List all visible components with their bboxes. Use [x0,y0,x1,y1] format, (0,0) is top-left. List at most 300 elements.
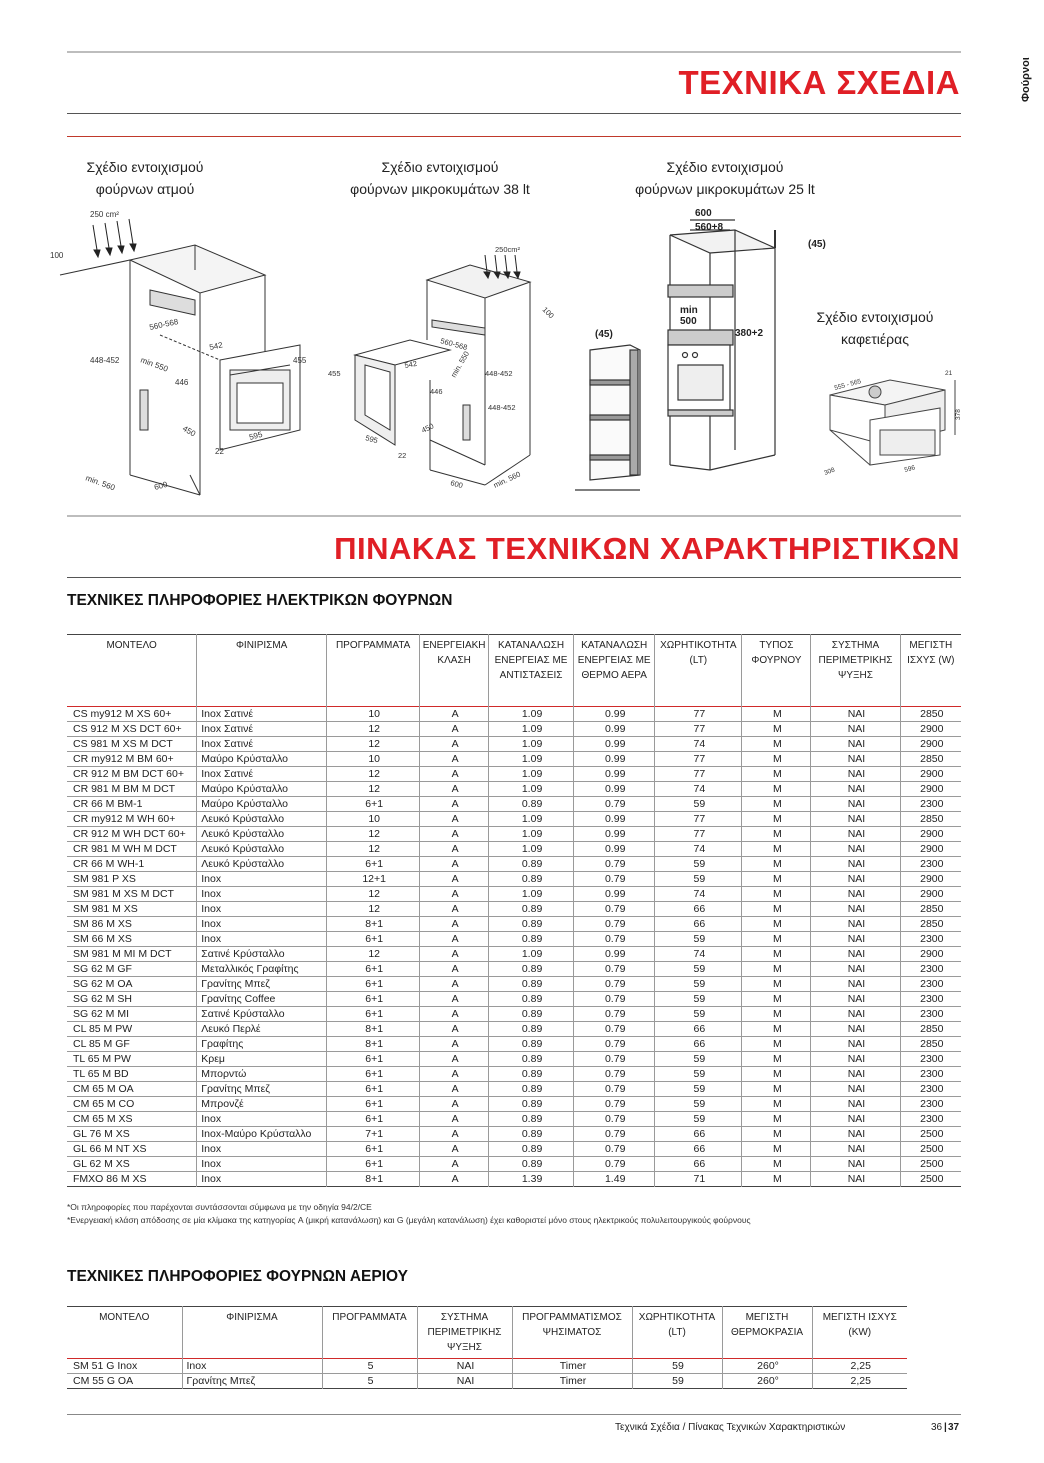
table-cell: SM 51 G Inox [67,1359,182,1374]
table-cell: CM 65 M XS [67,1112,197,1127]
table-cell: 6+1 [327,797,420,812]
table-cell: 0.89 [488,1022,573,1037]
table-cell: GL 66 M NT XS [67,1142,197,1157]
micro25-diagram [570,200,840,500]
table-cell: 6+1 [327,962,420,977]
table-cell: Γρανίτης Μπεζ [197,977,327,992]
table-cell: 2300 [900,1112,961,1127]
table-title: ΠΙΝΑΚΑΣ ΤΕΧΝΙΚΩΝ ΧΑΡΑΚΤΗΡΙΣΤΙΚΩΝ [334,531,960,566]
dim-min550: min 550 [139,355,170,374]
dim-600: 600 [449,478,464,491]
table-cell: 6+1 [327,932,420,947]
table-cell: ΝΑΙ [811,1082,900,1097]
table-row [67,1142,961,1157]
table-cell: 1.09 [488,737,573,752]
table-cell: A [420,857,489,872]
table-cell: ΝΑΙ [811,1142,900,1157]
table-cell: 2500 [900,1157,961,1172]
dim-450: 450 [420,421,436,435]
table-cell: Μαύρο Κρύσταλλο [197,797,327,812]
table-cell: ΝΑΙ [811,1157,900,1172]
table-cell: Timer [512,1374,632,1389]
table-cell: 0.89 [488,932,573,947]
title-underline [67,113,961,114]
table-cell: CS 912 M XS DCT 60+ [67,722,197,737]
table-cell: CR my912 M BM 60+ [67,752,197,767]
table-cell: 6+1 [327,1007,420,1022]
table-row [67,962,961,977]
table-cell: CR 912 M BM DCT 60+ [67,767,197,782]
dim-446: 446 [175,378,189,387]
table-cell: 0.99 [574,737,655,752]
table-row [67,857,961,872]
dim-378: 378 [955,409,962,420]
table-cell: 5 [322,1359,417,1374]
table-row [67,1359,907,1374]
table-cell: Inox [197,1157,327,1172]
table-cell: 6+1 [327,1052,420,1067]
dim-308: 308 [823,466,836,477]
table-cell: CR 981 M BM M DCT [67,782,197,797]
table-cell: 8+1 [327,1022,420,1037]
table-cell: 0.99 [574,752,655,767]
dim-min: min [680,305,698,316]
table-cell: Γρανίτης Μπεζ [197,1082,327,1097]
dim-45b: (45) [595,329,613,340]
table-cell: 2850 [900,902,961,917]
table-row [67,1082,961,1097]
table-cell: 0.79 [574,857,655,872]
table-cell: 0.79 [574,1037,655,1052]
table-cell: A [420,917,489,932]
table-row [67,797,961,812]
table-cell: 2900 [900,947,961,962]
table-cell: A [420,1052,489,1067]
table-cell: Timer [512,1359,632,1374]
table-cell: M [742,857,811,872]
dim-542: 542 [403,358,418,370]
table-cell: A [420,1172,489,1187]
table-cell: ΝΑΙ [811,962,900,977]
col-consumption-hot-air: ΚΑΤΑΝΑΛΩΣΗ ΕΝΕΡΓΕΙΑΣ ΜΕ ΘΕΡΜΟ ΑΕΡΑ [574,635,655,707]
dim-22: 22 [215,447,224,456]
dim-min560: min. 560 [492,469,522,490]
table-cell: 2300 [900,1052,961,1067]
table-cell: M [742,827,811,842]
table-cell: 2,25 [812,1374,907,1389]
table-cell: A [420,752,489,767]
table-row [67,1007,961,1022]
dim-455: 455 [328,369,341,378]
table-cell: ΝΑΙ [811,977,900,992]
table-cell: A [420,1037,489,1052]
table-cell: SG 62 M MI [67,1007,197,1022]
table-cell: M [742,1097,811,1112]
table-cell: A [420,872,489,887]
table-row [67,842,961,857]
table-row [67,1172,961,1187]
table-cell: 0.79 [574,1007,655,1022]
table-cell: 77 [655,767,742,782]
table-row [67,917,961,932]
table-cell: ΝΑΙ [811,782,900,797]
col-max-power: ΜΕΓΙΣΤΗ ΙΣΧΥΣ (W) [900,635,961,707]
table-cell: M [742,1127,811,1142]
table-row [67,992,961,1007]
table-cell: M [742,962,811,977]
table-cell: M [742,1142,811,1157]
dim-45a: (45) [808,239,826,250]
table-cell: CS my912 M XS 60+ [67,707,197,722]
table-cell: 66 [655,1142,742,1157]
table-cell: 59 [655,962,742,977]
table-cell: 2300 [900,857,961,872]
steam-caption: Σχέδιο εντοιχισμού φούρνων ατμού [86,159,204,197]
table-cell: 0.99 [574,827,655,842]
table-cell: CR 981 M WH M DCT [67,842,197,857]
coffee-diagram [810,360,965,485]
table-row [67,977,961,992]
table-cell: A [420,737,489,752]
table-cell: 2900 [900,782,961,797]
table-cell: A [420,1067,489,1082]
table-cell: 0.79 [574,797,655,812]
table-cell: Inox Σατινέ [197,722,327,737]
table-cell: 77 [655,827,742,842]
table-cell: 10 [327,752,420,767]
table-cell: A [420,1142,489,1157]
table-cell: Inox [197,932,327,947]
table-cell: 0.79 [574,932,655,947]
dim-area: 250cm² [495,245,521,254]
table-row [67,722,961,737]
col-oven-type: ΤΥΠΟΣ ΦΟΥΡΝΟΥ [742,635,811,707]
table-cell: 2900 [900,722,961,737]
page-number-right: 37 [948,1422,960,1433]
table-cell: 59 [632,1359,722,1374]
table-cell: Inox [197,1172,327,1187]
table-cell: M [742,1157,811,1172]
table-cell: CL 85 M GF [67,1037,197,1052]
table-cell: 0.79 [574,1022,655,1037]
table-cell: 2300 [900,992,961,1007]
table-cell: 0.79 [574,992,655,1007]
table-cell: Inox-Μαύρο Κρύσταλλο [197,1127,327,1142]
table-cell: ΝΑΙ [811,872,900,887]
dim-600: 600 [695,208,712,219]
col-cooling: ΣΥΣΤΗΜΑ ΠΕΡΙΜΕΤΡΙΚΗΣ ΨΥΞΗΣ [811,635,900,707]
table-cell: 59 [655,932,742,947]
table-cell: 0.79 [574,1052,655,1067]
table-cell: 77 [655,752,742,767]
table-cell: ΝΑΙ [811,752,900,767]
micro25-caption: Σχέδιο εντοιχισμού φούρνων μικροκυμάτων 25 lt [635,159,815,197]
table-cell: A [420,707,489,722]
table-cell: Inox [197,1112,327,1127]
table-cell: CM 65 M CO [67,1097,197,1112]
dim-595: 595 [248,429,264,442]
table-row [67,872,961,887]
table-cell: A [420,1097,489,1112]
table-cell: Inox Σατινέ [197,737,327,752]
table-row [67,737,961,752]
table-cell: Λευκό Κρύσταλλο [197,812,327,827]
table-cell: ΝΑΙ [811,812,900,827]
table-cell: 6+1 [327,977,420,992]
gas-col-programming: ΠΡΟΓΡΑΜΜΑΤΙΣΜΟΣ ΨΗΣΙΜΑΤΟΣ [512,1307,632,1359]
table-cell: 2500 [900,1142,961,1157]
dim-min550: min. 550 [448,349,472,379]
table-cell: ΝΑΙ [811,1112,900,1127]
table-cell: ΝΑΙ [811,1037,900,1052]
table-cell: 1.09 [488,722,573,737]
table-cell: 1.09 [488,887,573,902]
table-cell: 0.79 [574,1127,655,1142]
table-cell: M [742,1052,811,1067]
table-cell: GL 62 M XS [67,1157,197,1172]
table-cell: 0.79 [574,1142,655,1157]
table-cell: Inox [197,902,327,917]
table-cell: ΝΑΙ [811,887,900,902]
table-cell: ΝΑΙ [811,1007,900,1022]
gas-heading: ΤΕΧΝΙΚΕΣ ΠΛΗΡΟΦΟΡΙΕΣ ΦΟΥΡΝΩΝ ΑΕΡΙΟΥ [67,1268,408,1285]
table-cell: 0.79 [574,1082,655,1097]
table-cell: 1.09 [488,782,573,797]
table-cell: ΝΑΙ [811,857,900,872]
page-divider: | [944,1422,947,1433]
table-row [67,1097,961,1112]
dim-448a: 448-452 [485,369,513,378]
table-cell: 0.89 [488,1052,573,1067]
table-row [67,707,961,722]
table-cell: 0.89 [488,1142,573,1157]
table-cell: 0.89 [488,1157,573,1172]
table-cell: 8+1 [327,917,420,932]
table-cell: SM 981 P XS [67,872,197,887]
table-cell: 6+1 [327,1142,420,1157]
table-cell: 0.89 [488,872,573,887]
table-cell: 0.89 [488,1127,573,1142]
table-cell: Λευκό Κρύσταλλο [197,842,327,857]
table-cell: M [742,902,811,917]
table-cell: ΝΑΙ [811,932,900,947]
table-cell: ΝΑΙ [811,992,900,1007]
table-cell: 2900 [900,827,961,842]
table-cell: 59 [655,1052,742,1067]
table-cell: 0.79 [574,962,655,977]
table-row [67,1022,961,1037]
table-cell: 0.89 [488,1112,573,1127]
table-row [67,947,961,962]
table-row [67,1037,961,1052]
table-cell: 0.89 [488,917,573,932]
table-row [67,902,961,917]
table-cell: 12+1 [327,872,420,887]
table-row [67,1374,907,1389]
table-cell: CM 55 G OA [67,1374,182,1389]
table-cell: ΝΑΙ [811,1052,900,1067]
table-cell: CR 66 M BM-1 [67,797,197,812]
table-cell: 1.09 [488,827,573,842]
table-cell: SM 66 M XS [67,932,197,947]
table-cell: A [420,1007,489,1022]
table-row [67,1112,961,1127]
table-cell: M [742,1112,811,1127]
table-cell: SM 981 M MI M DCT [67,947,197,962]
table-row [67,812,961,827]
table-cell: 66 [655,1127,742,1142]
table-cell: 59 [655,1112,742,1127]
table-cell: 1.09 [488,842,573,857]
table-cell: 5 [322,1374,417,1389]
table-cell: A [420,827,489,842]
gas-col-programs: ΠΡΟΓΡΑΜΜΑΤΑ [322,1307,417,1359]
dim-596: 596 [903,464,917,474]
gas-col-cooling: ΣΥΣΤΗΜΑ ΠΕΡΙΜΕΤΡΙΚΗΣ ΨΥΞΗΣ [417,1307,512,1359]
table-cell: M [742,707,811,722]
table-cell: M [742,872,811,887]
dim-380: 380+2 [735,328,764,339]
table-cell: A [420,812,489,827]
table-cell: A [420,1112,489,1127]
table-cell: 1.09 [488,752,573,767]
table-cell: 0.89 [488,1037,573,1052]
steam-oven-diagram [45,205,315,505]
table-cell: 7+1 [327,1127,420,1142]
table-cell: A [420,797,489,812]
micro38-caption: Σχέδιο εντοιχισμού φούρνων μικροκυμάτων 38 lt [350,159,530,197]
table-cell: 260° [722,1359,812,1374]
table-cell: ΝΑΙ [417,1359,512,1374]
table-cell: Σατινέ Κρύσταλλο [197,1007,327,1022]
table-cell: ΝΑΙ [811,707,900,722]
table-cell: 66 [655,1037,742,1052]
dim-555: 555 - 565 [833,378,863,392]
table-cell: Inox Σατινέ [197,767,327,782]
table-cell: 2900 [900,872,961,887]
table-cell: A [420,932,489,947]
table-cell: 2900 [900,767,961,782]
table-cell: ΝΑΙ [811,722,900,737]
table-cell: 2850 [900,1022,961,1037]
note-2: *Ενεργειακή κλάση απόδοσης σε μία κλίμακα της κατηγορίας A (μικρή κατανάλωση) και G (μεγάλη κατανάλωση) έχει καθοριστεί μόνο στους ηλεκτρικούς πολυλειτουργικούς φούρνους [67,1215,751,1225]
page-number-left: 36 [931,1422,943,1433]
table-cell: M [742,842,811,857]
table-cell: 1.39 [488,1172,573,1187]
table-cell: Γραφίτης [197,1037,327,1052]
dim-448b: 448-452 [488,403,516,412]
table-cell: Μεταλλικός Γραφίτης [197,962,327,977]
table-cell: 12 [327,842,420,857]
table-cell: CS 981 M XS M DCT [67,737,197,752]
table-cell: 6+1 [327,1082,420,1097]
table-cell: 2850 [900,917,961,932]
table-cell: GL 76 M XS [67,1127,197,1142]
table-cell: Inox [197,872,327,887]
micro38-diagram [320,240,560,495]
table-cell: 74 [655,887,742,902]
table-cell: SG 62 M OA [67,977,197,992]
table-cell: 0.79 [574,977,655,992]
table-cell: 59 [655,1097,742,1112]
table-cell: 2300 [900,962,961,977]
table-cell: A [420,977,489,992]
table-cell: 77 [655,722,742,737]
table-cell: 6+1 [327,857,420,872]
table-cell: 2300 [900,1082,961,1097]
table-cell: 59 [655,1007,742,1022]
table-cell: 8+1 [327,1037,420,1052]
table-row [67,1127,961,1142]
table-cell: M [742,767,811,782]
table-cell: 66 [655,1022,742,1037]
table-cell: 59 [655,1067,742,1082]
table-cell: 0.99 [574,812,655,827]
table-cell: M [742,1172,811,1187]
table-cell: 1.09 [488,707,573,722]
table-cell: ΝΑΙ [811,947,900,962]
table-cell: SG 62 M SH [67,992,197,1007]
table-cell: M [742,1082,811,1097]
table-cell: 2850 [900,1037,961,1052]
table-cell: ΝΑΙ [811,797,900,812]
table-cell: 0.99 [574,782,655,797]
table-cell: 59 [655,857,742,872]
table-cell: A [420,782,489,797]
table-cell: 59 [632,1374,722,1389]
table-cell: A [420,767,489,782]
dim-area: 250 cm² [90,210,119,219]
table-cell: A [420,1127,489,1142]
table-cell: M [742,797,811,812]
table-cell: 0.89 [488,1097,573,1112]
table-cell: ΝΑΙ [811,767,900,782]
table-cell: 1.09 [488,812,573,827]
table-cell: 0.99 [574,947,655,962]
table-cell: M [742,737,811,752]
dim-595: 595 [364,433,379,446]
table-cell: 12 [327,887,420,902]
table-cell: A [420,1082,489,1097]
table-cell: ΝΑΙ [811,1067,900,1082]
table-cell: ΝΑΙ [417,1374,512,1389]
dim-100: 100 [50,251,64,260]
table-cell: 6+1 [327,1112,420,1127]
table-cell: Μαύρο Κρύσταλλο [197,752,327,767]
table-cell: 2850 [900,707,961,722]
table-cell: M [742,752,811,767]
table-cell: 0.99 [574,842,655,857]
table-cell: Λευκό Κρύσταλλο [197,857,327,872]
table-cell: 6+1 [327,1157,420,1172]
table-cell: 1.09 [488,767,573,782]
table-cell: 0.89 [488,797,573,812]
table-cell: SG 62 M GF [67,962,197,977]
table-cell: TL 65 M BD [67,1067,197,1082]
col-model: ΜΟΝΤΕΛΟ [106,640,157,651]
table-cell: 0.89 [488,1082,573,1097]
table-cell: 2300 [900,932,961,947]
table-cell: 8+1 [327,1172,420,1187]
col-consumption-resistance: ΚΑΤΑΝΑΛΩΣΗ ΕΝΕΡΓΕΙΑΣ ΜΕ ΑΝΤΙΣΤΑΣΕΙΣ [488,635,573,707]
table-cell: 10 [327,707,420,722]
table-cell: A [420,1157,489,1172]
table-cell: 0.79 [574,872,655,887]
table-row [67,1052,961,1067]
table-cell: 1.09 [488,947,573,962]
table-cell: 2500 [900,1172,961,1187]
table-cell: Inox [197,887,327,902]
